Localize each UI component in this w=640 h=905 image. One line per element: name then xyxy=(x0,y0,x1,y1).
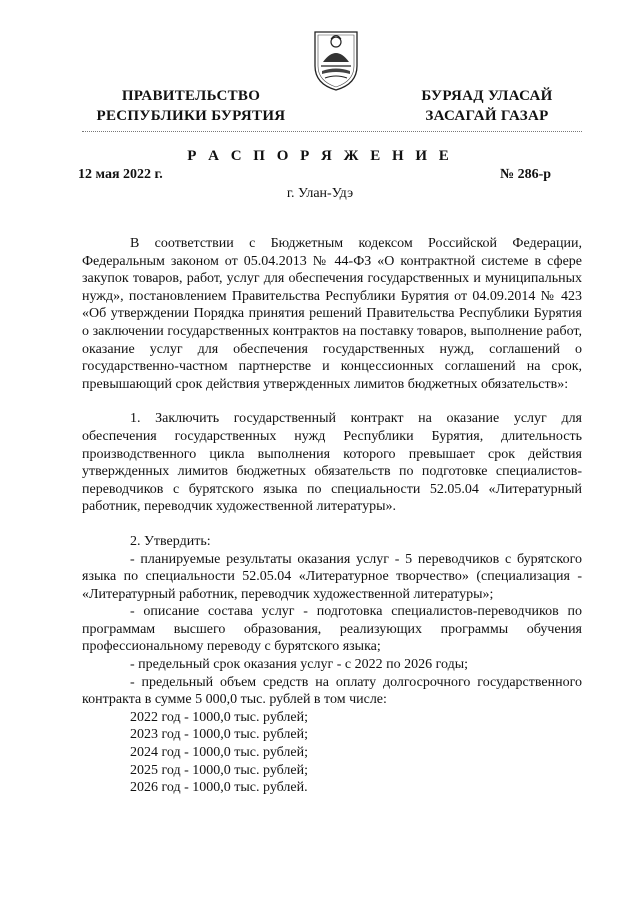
item-2-results: - планируемые результаты оказания услуг - 5 переводчиков с бурятского языка по специальности 52.05.04 «Литературное творчество» (специализация - «Литературный работник, переводчик художественной литературы»; xyxy=(82,551,582,602)
item-2-title: 2. Утвердить: xyxy=(130,533,211,549)
issuer-russian xyxy=(86,86,296,126)
item-2-term: - предельный срок оказания услуг - с 2022 по 2026 годы; xyxy=(130,657,468,673)
coat-of-arms-icon xyxy=(313,26,359,92)
preamble-paragraph: В соответствии с Бюджетным кодексом Российской Федерации, Федеральным законом от 05.04.2013 № 44-ФЗ «О контрактной системе в сфере закупок товаров, работ, услуг для обеспечения государственных и муниципальных нужд», постановлением Правительства Республики Бурятия от 04.09.2014 № 423 «Об утверждении Порядка принятия решений Правительства Республики Бурятия о заключении государственных контрактов на поставку товаров, выполнение работ, оказание услуг для обеспечения государственных нужд, соглашений о государственно-частном партнерстве и концессионных соглашений на срок, превышающий срок действия утвержденных лимитов бюджетных обязательств»: xyxy=(82,236,582,392)
item-1-paragraph: 1. Заключить государственный контракт на оказание услуг для обеспечения государственных нужд Республики Бурятия, длительность производственного цикла выполнения которого превышает срок действия утвержденных лимитов бюджетных обязательств по подготовке специалистов-переводчиков с бурятского языка по специальности 52.05.04 «Литературный работник, переводчик художественной литературы». xyxy=(82,411,582,515)
funding-year-2023: 2023 год - 1000,0 тыс. рублей; xyxy=(130,727,309,743)
document-city: г. Улан-Удэ xyxy=(286,186,354,201)
header-divider xyxy=(82,131,582,132)
issuer-russian-line1: ПРАВИТЕЛЬСТВО xyxy=(121,88,261,104)
item-2-funding: - предельный объем средств на оплату долгосрочного государственного контракта в сумме 5 000,0 тыс. рублей в том числе: xyxy=(82,674,582,708)
item-2-services: - описание состава услуг - подготовка специалистов-переводчиков по программам высшего образования, реализующих программы обучения профессиональному переводу с бурятского языка; xyxy=(82,604,582,655)
funding-year-2022: 2022 год - 1000,0 тыс. рублей; xyxy=(130,709,309,725)
document-number: № 286-р xyxy=(500,167,552,182)
funding-year-2026: 2026 год - 1000,0 тыс. рублей. xyxy=(130,780,308,796)
document-type: Р А С П О Р Я Ж Е Н И Е xyxy=(187,148,453,164)
issuer-buryat-line1: БУРЯАД УЛАСАЙ xyxy=(421,88,553,104)
issuer-buryat-line2: ЗАСАГАЙ ГАЗАР xyxy=(425,108,549,124)
funding-year-2025: 2025 год - 1000,0 тыс. рублей; xyxy=(130,762,309,778)
issuer-buryat xyxy=(412,86,562,126)
document-body xyxy=(82,235,582,797)
issuer-russian-line2: РЕСПУБЛИКИ БУРЯТИЯ xyxy=(96,108,286,124)
funding-years-list xyxy=(82,709,582,797)
document-date: 12 мая 2022 г. xyxy=(78,167,163,182)
funding-year-2024: 2024 год - 1000,0 тыс. рублей; xyxy=(130,745,309,761)
